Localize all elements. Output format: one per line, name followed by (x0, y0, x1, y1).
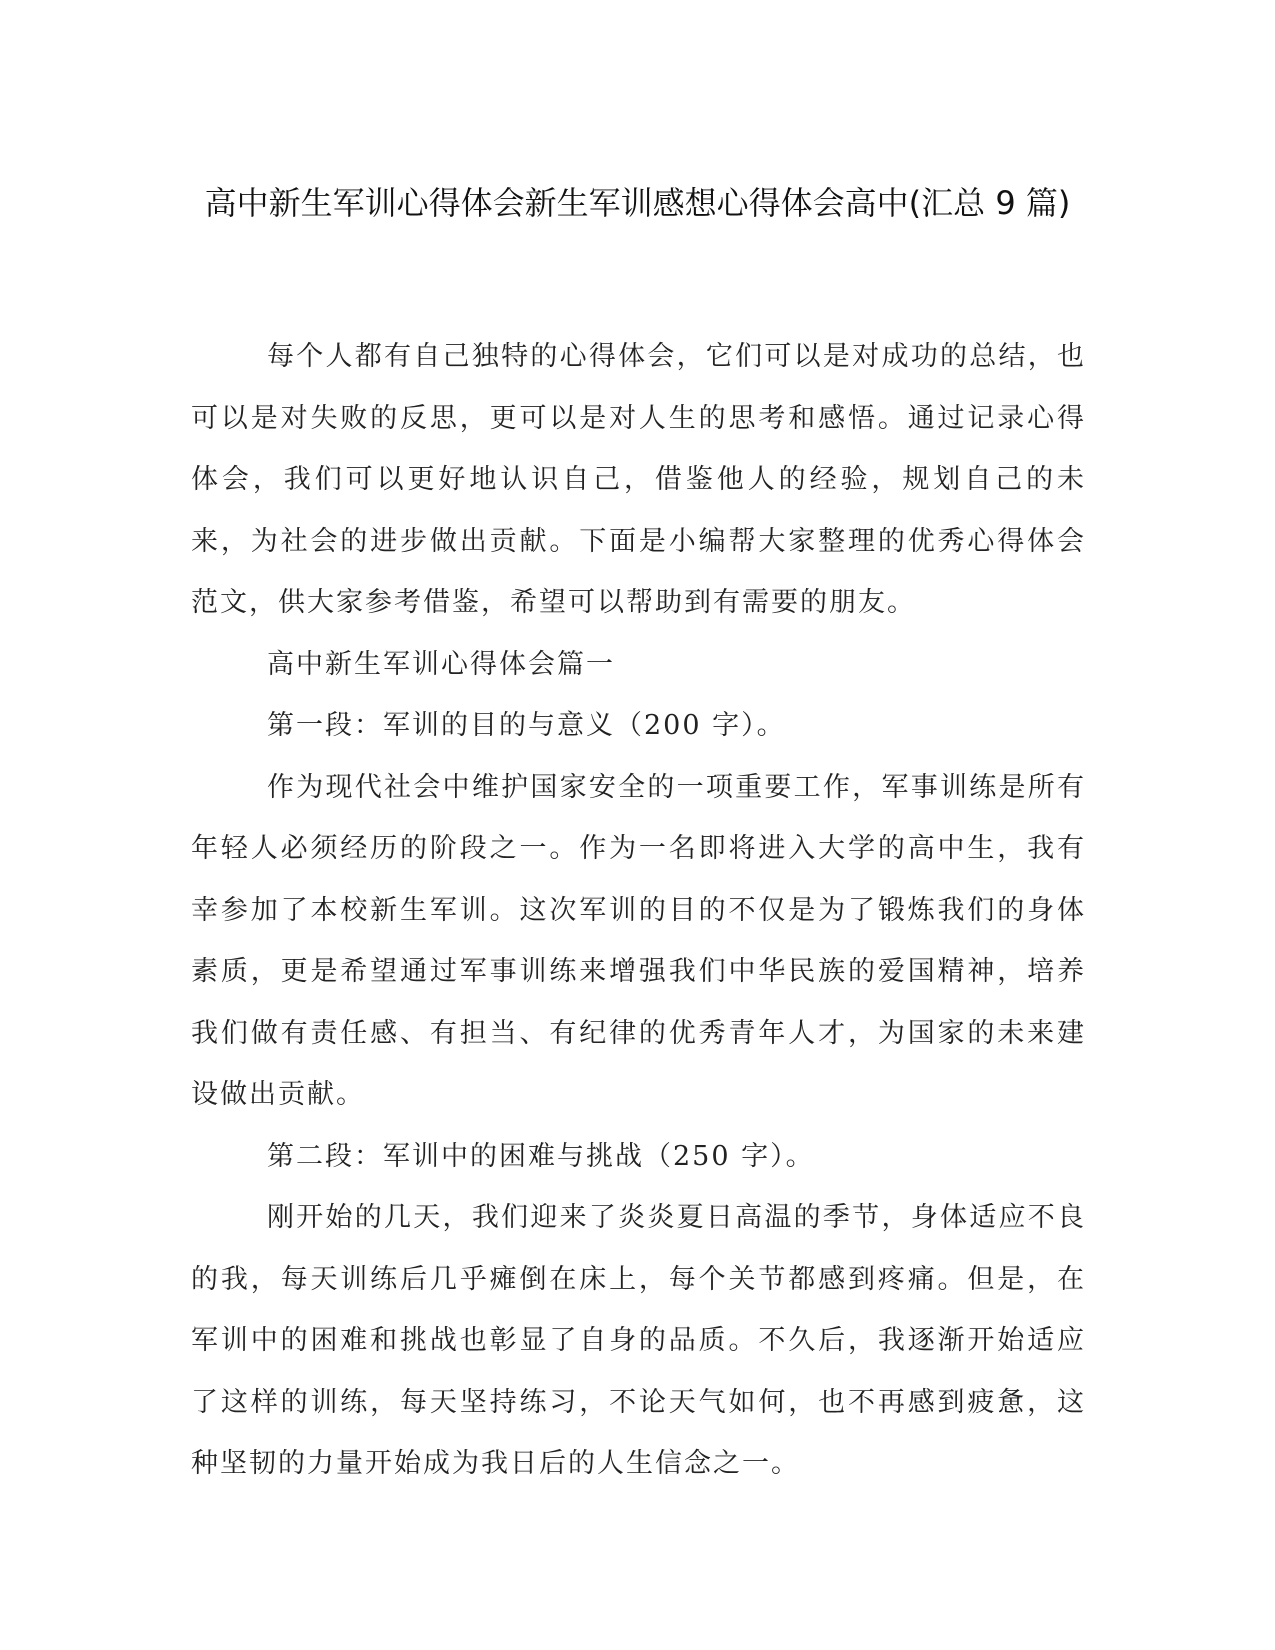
subsection-heading: 第二段：军训中的困难与挑战（250 字）。 (267, 1140, 815, 1172)
body-paragraph: 刚开始的几天，我们迎来了炎炎夏日高温的季节，身体适应不良的我，每天训练后几乎瘫倒在床上，每个关节都感到疼痛。但是，在军训中的困难和挑战也彰显了自身的品质。不久后，我逐渐开始适应了这样的训练，每天坚持练习，不论天气如何，也不再感到疲惫，这种坚韧的力量开始成为我日后的人生信念之一。 (191, 1202, 1086, 1479)
document-title: 高中新生军训心得体会新生军训感想心得体会高中(汇总 9 篇) (204, 184, 1071, 222)
document-body (191, 326, 1086, 1495)
section-heading: 高中新生军训心得体会篇一 (267, 648, 615, 680)
intro-paragraph: 每个人都有自己独特的心得体会，它们可以是对成功的总结，也可以是对失败的反思，更可以是对人生的思考和感悟。通过记录心得体会，我们可以更好地认识自己，借鉴他人的经验，规划自己的未来，为社会的进步做出贡献。下面是小编帮大家整理的优秀心得体会范文，供大家参考借鉴，希望可以帮助到有需要的朋友。 (191, 341, 1086, 618)
subsection-heading: 第一段：军训的目的与意义（200 字）。 (267, 710, 786, 741)
body-paragraph: 作为现代社会中维护国家安全的一项重要工作，军事训练是所有年轻人必须经历的阶段之一。作为一名即将进入大学的高中生，我有幸参加了本校新生军训。这次军训的目的不仅是为了锻炼我们的身体素质，更是希望通过军事训练来增强我们中华民族的爱国精神，培养我们做有责任感、有担当、有纪律的优秀青年人才，为国家的未来建设做出贡献。 (191, 771, 1086, 1110)
